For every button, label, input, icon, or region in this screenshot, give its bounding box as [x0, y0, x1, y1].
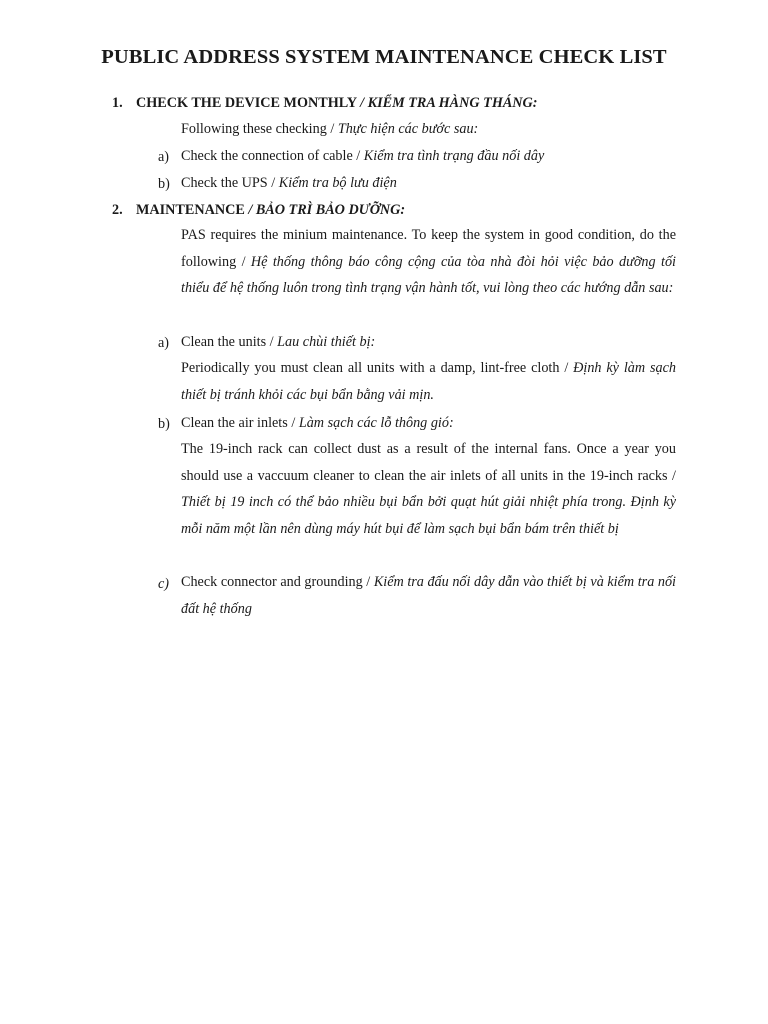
section-heading-vi: / KIỂM TRA HÀNG THÁNG:: [360, 95, 538, 111]
item-en: Clean the air inlets /: [181, 415, 296, 431]
item-en: Check connector and grounding /: [181, 574, 371, 590]
item-en: Clean the units /: [181, 334, 274, 350]
intro-vi: Hệ thống thông báo công cộng của tòa nhà đòi hỏi việc bảo dưỡng tối thiểu để hệ thống luôn trong tình trạng vận hành tốt, vui lòng theo các hướng dẫn sau:: [181, 253, 676, 297]
section-2-item-a: [181, 335, 375, 349]
section-1-intro: [181, 122, 478, 136]
item-vi: Kiểm tra đấu nối dây dẫn vào thiết bị và kiểm tra nối đất hệ thống: [181, 574, 676, 617]
section-number: 2.: [112, 202, 123, 218]
section-2-item-c: [181, 569, 676, 622]
section-1-item-b: [181, 176, 397, 190]
section-2-item-b-detail: [181, 436, 676, 542]
item-vi: Lau chùi thiết bị:: [277, 334, 376, 350]
section-1-item-a: [181, 149, 544, 163]
item-marker: b): [158, 416, 170, 432]
detail-vi: Thiết bị 19 inch có thể bảo nhiều bụi bẩn bởi quạt hút giải nhiệt phía trong. Định kỳ mỗi năm một lần nên dùng máy hút bụi để làm sạch bụi bẩn bám trên thiết bị: [181, 494, 676, 537]
item-en: Check the UPS /: [181, 175, 276, 191]
section-heading-en: MAINTENANCE: [136, 202, 245, 218]
detail-vi: Định kỳ làm sạch thiết bị tránh khỏi các bụi bẩn bằng vải mịn.: [181, 360, 676, 403]
section-2-item-b: [181, 416, 454, 430]
item-vi: Kiểm tra bộ lưu điện: [278, 175, 397, 191]
item-vi: Kiểm tra tình trạng đầu nối dây: [363, 148, 545, 164]
section-1-heading: [112, 95, 538, 112]
section-2-heading: [112, 202, 405, 219]
detail-en: Periodically you must clean all units with a damp, lint-free cloth /: [181, 360, 569, 376]
section-heading-en: CHECK THE DEVICE MONTHLY: [136, 95, 357, 111]
intro-en: Following these checking /: [181, 121, 335, 137]
intro-vi: Thực hiện các bước sau:: [337, 121, 479, 137]
section-2-intro: [181, 222, 676, 302]
document-title: PUBLIC ADDRESS SYSTEM MAINTENANCE CHECK LIST: [101, 46, 667, 68]
item-marker-text: c): [158, 576, 170, 592]
section-number: 1.: [112, 95, 123, 111]
intro-en: PAS requires the minium maintenance. To keep the system in good condition, do the following /: [181, 227, 676, 270]
item-marker: a): [158, 149, 170, 165]
item-marker: a): [158, 335, 170, 351]
detail-en: The 19-inch rack can collect dust as a result of the internal fans. Once a year you should use a vaccuum cleaner to clean the air inlets of all units in the 19-inch racks /: [181, 441, 676, 484]
section-heading-vi: / BẢO TRÌ BẢO DƯỠNG:: [248, 202, 406, 218]
item-vi: Làm sạch các lỗ thông gió:: [298, 415, 454, 431]
item-marker: [158, 576, 169, 593]
item-en: Check the connection of cable /: [181, 148, 361, 164]
item-marker: b): [158, 176, 170, 192]
section-2-item-a-detail: [181, 355, 676, 408]
